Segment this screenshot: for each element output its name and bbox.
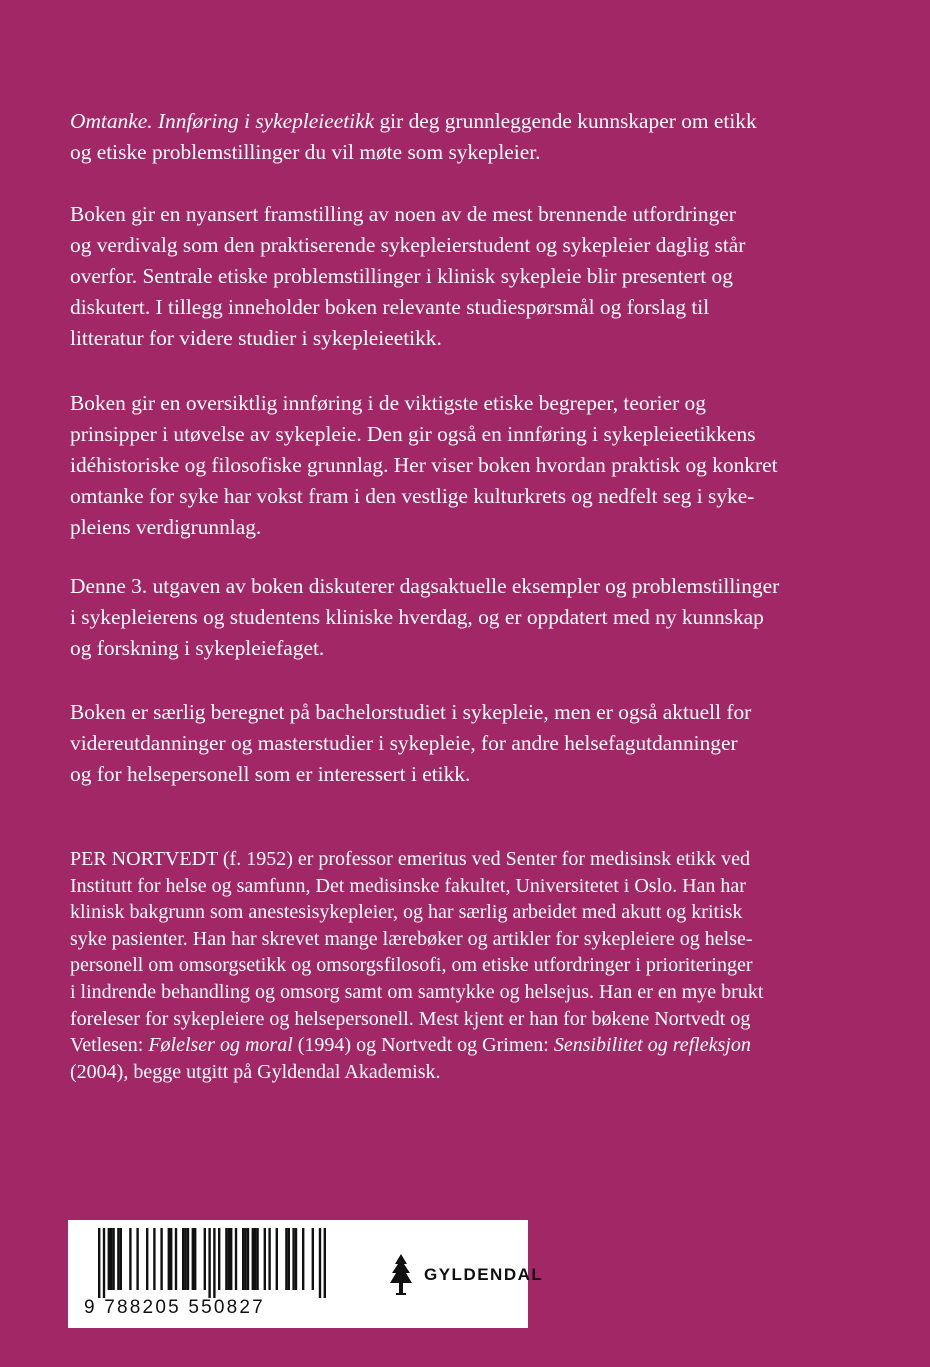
bio-text: (1994) og Nortvedt og Grimen: <box>292 1034 554 1057</box>
barcode-bar <box>146 1228 148 1290</box>
barcode-bar <box>168 1228 170 1290</box>
fir-tree-icon <box>388 1253 414 1297</box>
paragraph-4-line: i sykepleierens og studentens kliniske hverdag, og er oppdatert med ny kunnskap <box>70 605 764 629</box>
intro-paragraph <box>70 106 860 168</box>
barcode-bar <box>247 1228 249 1290</box>
barcode-bar <box>117 1228 119 1290</box>
publisher-logo <box>388 1250 543 1300</box>
intro-line-1-rest: gir deg grunnleggende kunnskaper om etikk <box>374 109 757 133</box>
barcode-bar <box>204 1228 206 1290</box>
barcode-bar <box>160 1228 162 1290</box>
book-title: Omtanke. Innføring i sykepleieetikk <box>70 109 375 133</box>
paragraph-4 <box>70 571 860 664</box>
barcode-bar <box>218 1228 220 1290</box>
paragraph-5-line: og for helsepersonell som er interessert i etikk. <box>70 762 471 786</box>
barcode-bar <box>129 1228 131 1290</box>
paragraph-3 <box>70 388 860 543</box>
author-bio-line: (2004), begge utgitt på Gyldendal Akademisk. <box>70 1060 441 1083</box>
barcode-bar <box>230 1228 232 1290</box>
barcode-bar <box>98 1228 100 1298</box>
barcode-panel <box>68 1220 544 1328</box>
barcode-bar <box>302 1228 304 1290</box>
barcode-bar <box>194 1228 196 1290</box>
barcode-bar <box>170 1228 172 1290</box>
paragraph-2-line: Boken gir en nyansert framstilling av noen av de mest brennende utfordringer <box>70 202 736 226</box>
barcode-bar <box>244 1228 246 1290</box>
book-reference: Følelser og moral <box>148 1034 293 1057</box>
paragraph-2 <box>70 199 860 354</box>
barcode-bar <box>319 1228 321 1298</box>
barcode-bar <box>285 1228 287 1290</box>
author-bio-line: PER NORTVEDT (f. 1952) er professor emeritus ved Senter for medisinsk etikk ved <box>70 848 750 870</box>
barcode-bar <box>175 1228 177 1290</box>
barcode-bar <box>295 1228 297 1290</box>
barcode-bar <box>292 1228 294 1290</box>
isbn-barcode <box>68 1220 368 1300</box>
barcode-bar <box>120 1228 122 1290</box>
barcode-bar <box>324 1228 326 1298</box>
intro-line-2: og etiske problemstillinger du vil møte som sykepleier. <box>70 140 541 164</box>
barcode-bar <box>103 1228 105 1298</box>
barcode-bar <box>108 1228 110 1290</box>
barcode-bar <box>288 1228 290 1290</box>
barcode-bar <box>153 1228 155 1290</box>
paragraph-5 <box>70 697 860 790</box>
author-bio-line: foreleser for sykepleiere og helsepersonell. Mest kjent er han for bøkene Nortvedt og <box>70 1007 751 1030</box>
paragraph-5-line: videreutdanninger og masterstudier i sykepleie, for andre helsefagutdanninger <box>70 731 738 755</box>
barcode-bar <box>256 1228 258 1290</box>
author-bio-line-8 <box>70 1032 860 1059</box>
isbn-number: 9 788205 550827 <box>84 1297 265 1318</box>
barcode-bar <box>228 1228 230 1290</box>
barcode-bar <box>312 1228 314 1290</box>
bio-text: Vetlesen: <box>70 1034 149 1057</box>
paragraph-3-line: Boken gir en oversiktlig innføring i de viktigste etiske begreper, teorier og <box>70 391 706 415</box>
author-bio-line: personell om omsorgsetikk og omsorgsfilosofi, om etiske utfordringer i prioriteringer <box>70 954 753 977</box>
barcode-bar <box>242 1228 244 1290</box>
intro-line-1 <box>70 106 860 137</box>
book-reference: Sensibilitet og refleksjon <box>553 1034 751 1057</box>
barcode-bar <box>112 1228 114 1290</box>
barcode-bar <box>182 1228 184 1290</box>
paragraph-2-line: diskutert. I tillegg inneholder boken relevante studiespørsmål og forslag til <box>70 295 710 319</box>
paragraph-3-line: idéhistoriske og filosofiske grunnlag. Her viser boken hvordan praktisk og konkret <box>70 453 778 477</box>
paragraph-3-line: prinsipper i utøvelse av sykepleie. Den gir også en innføring i sykepleieetikkens <box>70 422 756 446</box>
barcode-bar <box>136 1228 138 1290</box>
paragraph-2-line: overfor. Sentrale etiske problemstillinger i klinisk sykepleie blir presentert og <box>70 264 733 288</box>
barcode-bar <box>264 1228 266 1290</box>
author-bio-line: i lindrende behandling og omsorg samt om samtykke og helsejus. Han er en mye brukt <box>70 980 764 1003</box>
paragraph-2-line: og verdivalg som den praktiserende sykepleierstudent og sykepleier daglig står <box>70 233 746 257</box>
publisher-name: GYLDENDAL <box>424 1265 544 1284</box>
paragraph-5-line: Boken er særlig beregnet på bachelorstudiet i sykepleie, men er også aktuell for <box>70 700 752 724</box>
barcode-bar <box>187 1228 189 1290</box>
author-bio-line: klinisk bakgrunn som anestesisykepleier, og har særlig arbeidet med akutt og kritisk <box>70 901 743 924</box>
barcode-bar <box>110 1228 112 1290</box>
barcode-bar <box>268 1228 270 1290</box>
author-bio-line: Institutt for helse og samfunn, Det medisinske fakultet, Universitetet i Oslo. Han har <box>70 874 746 897</box>
paragraph-3-line: omtanke for syke har vokst fram i den vestlige kulturkrets og nedfelt seg i syke- <box>70 484 755 508</box>
paragraph-3-line: pleiens verdigrunnlag. <box>70 515 262 539</box>
paragraph-2-line: litteratur for videre studier i sykepleieetikk. <box>70 326 442 350</box>
barcode-bar <box>213 1228 215 1298</box>
barcode-bar <box>235 1228 237 1290</box>
barcode-bar <box>254 1228 256 1290</box>
author-bio-line: syke pasienter. Han har skrevet mange lærebøker og artikler for sykepleiere og helse- <box>70 927 753 950</box>
barcode-bar <box>252 1228 254 1290</box>
author-bio <box>70 846 860 1085</box>
barcode-bar <box>184 1228 186 1290</box>
paragraph-4-line: Denne 3. utgaven av boken diskuterer dagsaktuelle eksempler og problemstillinger <box>70 574 780 598</box>
barcode-bar <box>276 1228 278 1290</box>
paragraph-4-line: og forskning i sykepleiefaget. <box>70 636 325 660</box>
barcode-bar <box>208 1228 210 1298</box>
barcode-bar <box>225 1228 227 1290</box>
barcode-bar <box>192 1228 194 1290</box>
